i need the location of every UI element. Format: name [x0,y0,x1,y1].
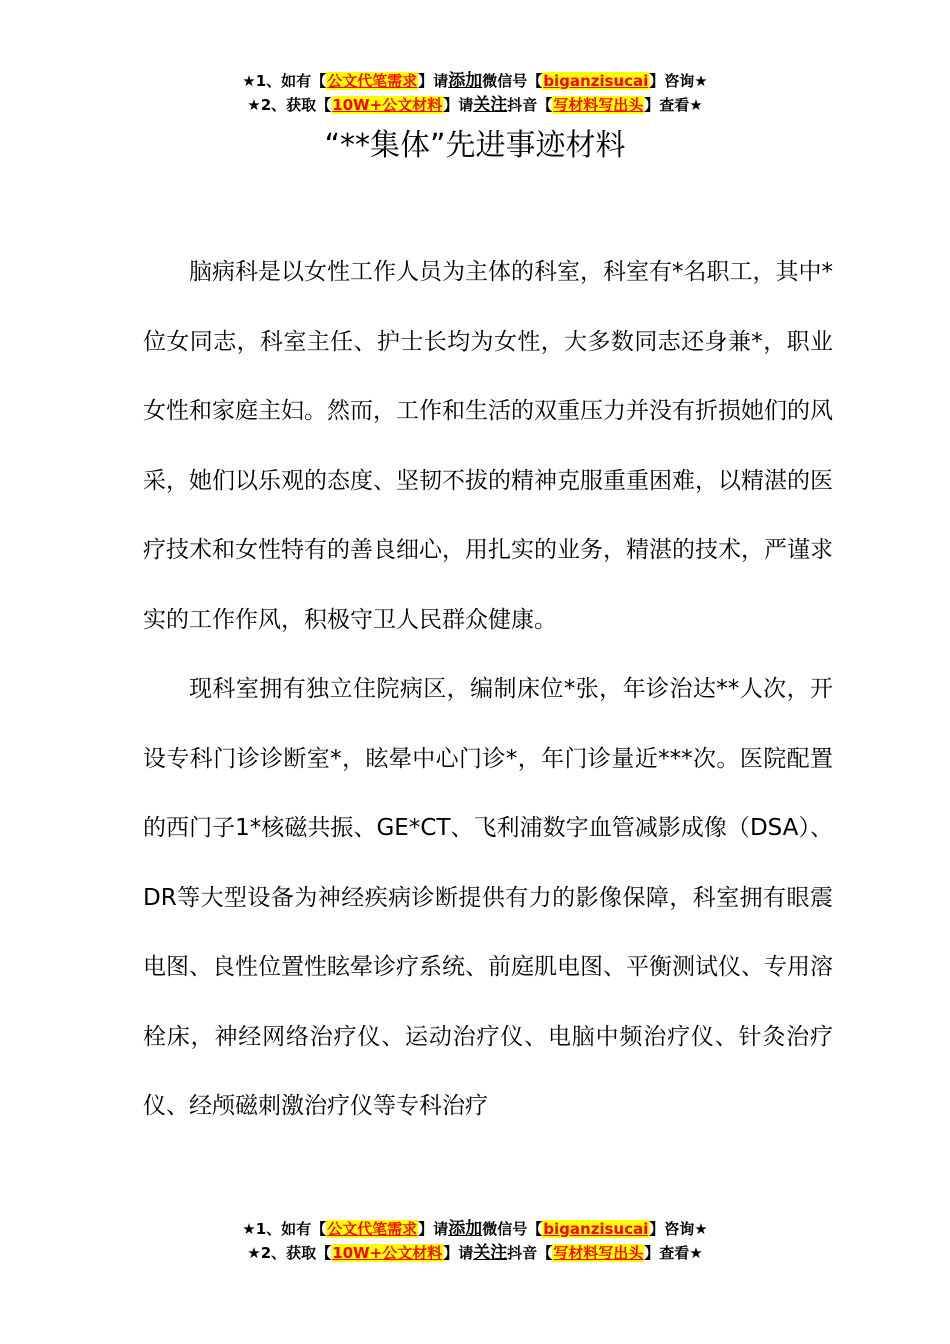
promo-text: ★2、获取【 [247,1244,332,1262]
promo-text: 抖音【 [507,1244,553,1262]
document-title: “**集体”先进事迹材料 [324,128,626,163]
promo-line-2 [0,93,950,117]
promo-header [0,69,950,117]
promo-text: 微信号【 [482,1220,543,1238]
promo-text: 】请 [418,72,449,90]
promo-text: 】咨询★ [649,1220,708,1238]
promo-text: 】请 [418,1220,449,1238]
body-paragraph-2: 现科室拥有独立住院病区，编制床位*张，年诊治达**人次，开设专科门诊诊断室*，眩晕中心门诊*，年门诊量近***次。医院配置的西门子1*核磁共振、GE*CT、飞利浦数字血管减影成像（DSA）、DR等大型设备为神经疾病诊断提供有力的影像保障，科室拥有眼震电图、良性位置性眩晕诊疗系统、前庭肌电图、平衡测试仪、专用溶栓床，神经网络治疗仪、运动治疗仪、电脑中频治疗仪、针灸治疗仪、经颅磁刺激治疗仪等专科治疗 [143,676,833,1119]
promo-highlight: 写材料写出头 [553,1244,644,1262]
promo-highlight: biganzisucai [543,1220,649,1238]
promo-text: ★2、获取【 [247,96,332,114]
promo-text: 】查看★ [644,1244,703,1262]
promo-line-1 [0,1217,950,1241]
promo-text: ★1、如有【 [242,72,327,90]
promo-highlight: biganzisucai [543,72,649,90]
body-paragraph-1: 脑病科是以女性工作人员为主体的科室，科室有*名职工，其中*位女同志，科室主任、护士长均为女性，大多数同志还身兼*，职业女性和家庭主妇。然而，工作和生活的双重压力并没有折损她们的风采，她们以乐观的态度、坚韧不拔的精神克服重重困难，以精湛的医疗技术和女性特有的善良细心，用扎实的业务，精湛的技术，严谨求实的工作作风，积极守卫人民群众健康。 [143,259,833,633]
promo-text: ★1、如有【 [242,1220,327,1238]
promo-highlight: 写材料写出头 [553,96,644,114]
promo-footer [0,1217,950,1265]
promo-emphasis: 添加 [448,1219,483,1239]
promo-emphasis: 添加 [448,71,483,91]
document-body [143,238,833,1142]
promo-highlight: 公文代笔需求 [327,72,418,90]
promo-emphasis: 关注 [473,95,508,115]
promo-highlight: 公文代笔需求 [327,1220,418,1238]
promo-text: 】查看★ [644,96,703,114]
promo-emphasis: 关注 [473,1243,508,1263]
promo-text: 】咨询★ [649,72,708,90]
promo-highlight: 10W+公文材料 [332,96,443,114]
promo-text: 】请 [443,1244,474,1262]
promo-text: 微信号【 [482,72,543,90]
promo-text: 抖音【 [507,96,553,114]
promo-line-1 [0,69,950,93]
promo-line-2 [0,1241,950,1265]
promo-highlight: 10W+公文材料 [332,1244,443,1262]
promo-text: 】请 [443,96,474,114]
